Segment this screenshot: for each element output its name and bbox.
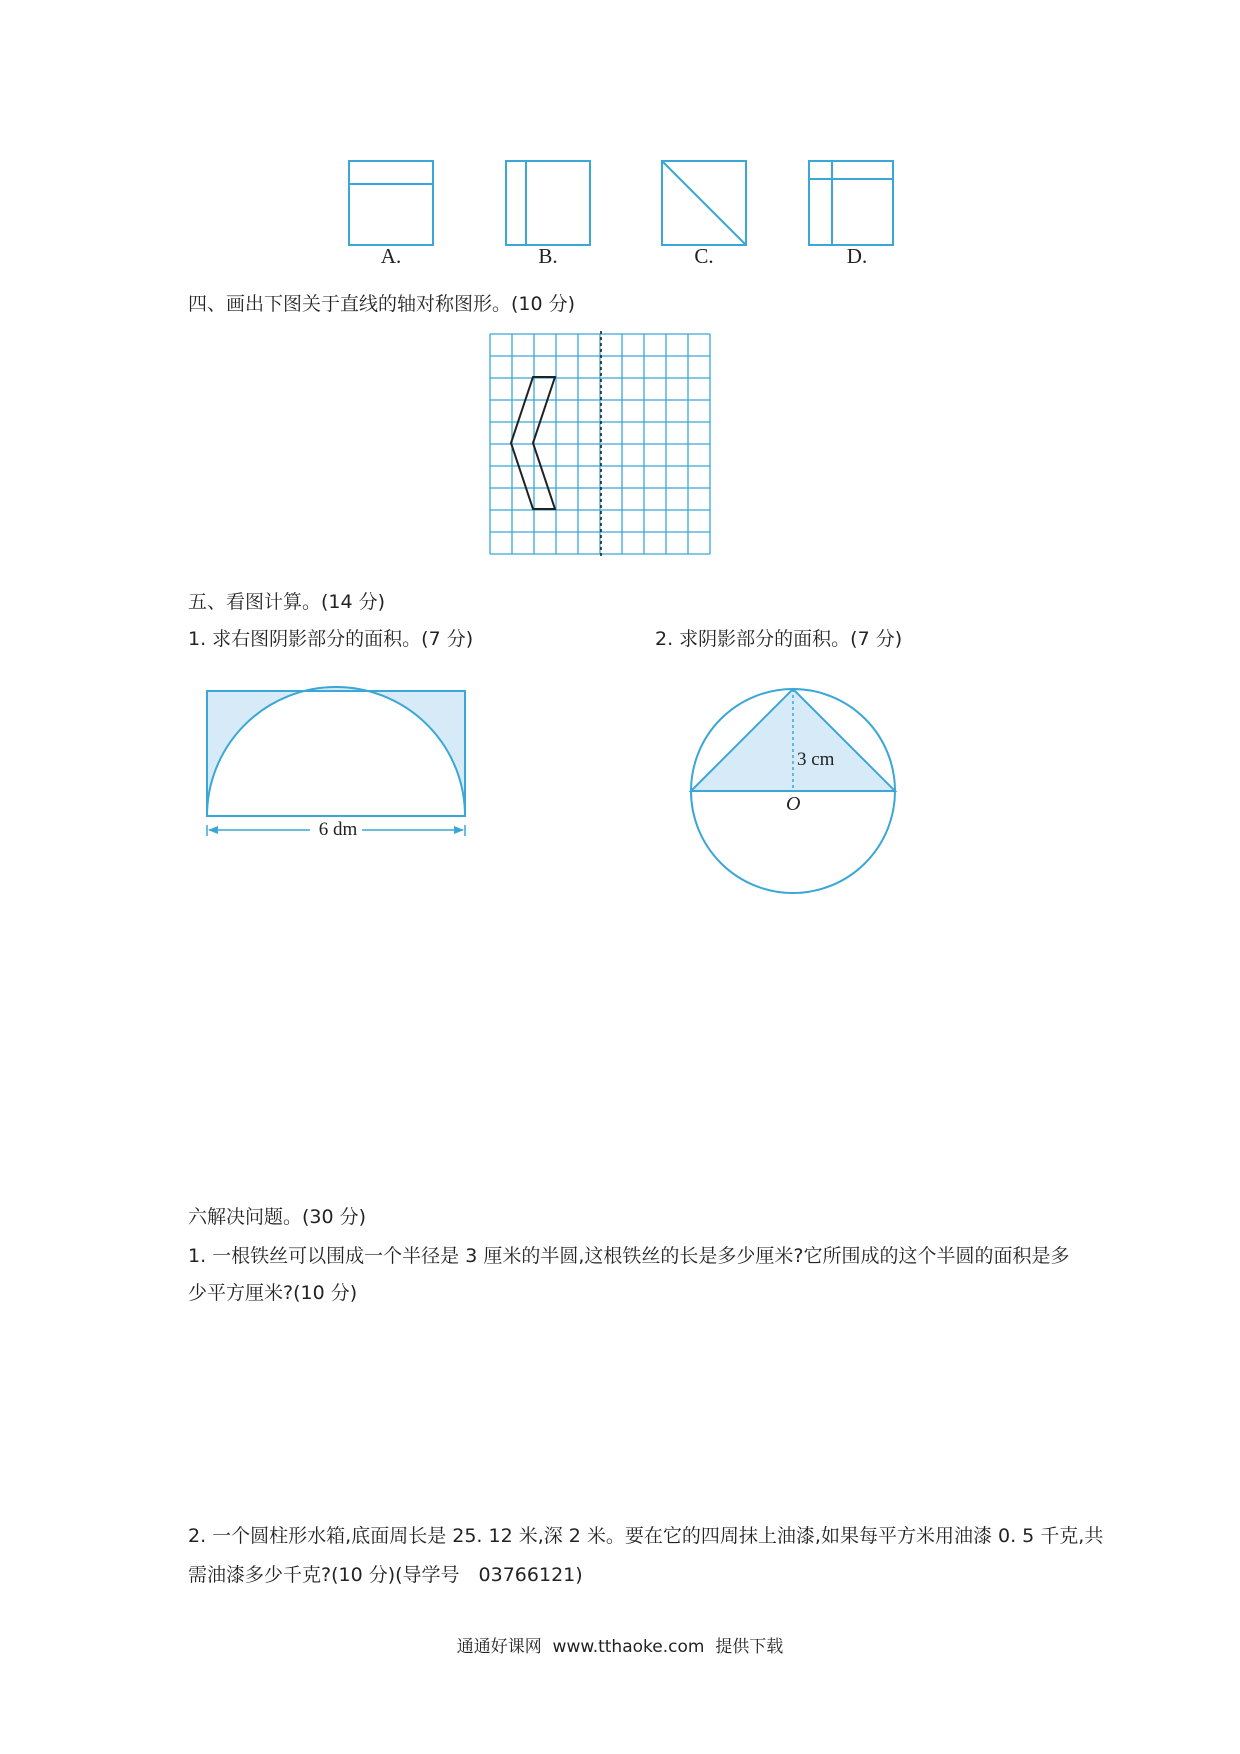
symmetry-grid bbox=[489, 333, 713, 559]
symmetry-shape bbox=[511, 377, 555, 509]
triangle-height-label: 3 cm bbox=[797, 749, 835, 770]
question-5-2: 2. 求阴影部分的面积。(7 分) bbox=[655, 628, 903, 650]
footer-source: 通通好课网 www.tthaoke.com 提供下载 bbox=[456, 1637, 784, 1657]
option-c-figure bbox=[661, 160, 747, 246]
option-d-figure bbox=[808, 160, 894, 246]
question-6-1-line2: 少平方厘米?(10 分) bbox=[188, 1282, 358, 1304]
question-5-1: 1. 求右图阴影部分的面积。(7 分) bbox=[188, 628, 474, 650]
question-6-1-line1: 1. 一根铁丝可以围成一个半径是 3 厘米的半圆,这根铁丝的长是多少厘米?它所围成的这个半圆的面积是多 bbox=[188, 1245, 1070, 1267]
section-5-title: 五、看图计算。(14 分) bbox=[188, 591, 386, 613]
option-a-label: A. bbox=[380, 244, 402, 268]
section-4-title: 四、画出下图关于直线的轴对称图形。(10 分) bbox=[188, 293, 576, 315]
option-b-figure bbox=[505, 160, 591, 246]
semicircle-dimension-label: 6 dm bbox=[318, 819, 358, 840]
option-d-label: D. bbox=[846, 244, 868, 268]
shaded-region bbox=[207, 687, 465, 816]
option-b-label: B. bbox=[538, 244, 558, 268]
option-c-label: C. bbox=[694, 244, 714, 268]
option-a-figure bbox=[348, 160, 434, 246]
section-6-title: 六解决问题。(30 分) bbox=[188, 1206, 367, 1228]
question-6-2-line1: 2. 一个圆柱形水箱,底面周长是 25. 12 米,深 2 米。要在它的四周抹上油漆,如果每平方米用油漆 0. 5 千克,共 bbox=[188, 1525, 1104, 1547]
circle-triangle-figure bbox=[683, 681, 903, 901]
question-6-2-line2: 需油漆多少千克?(10 分)(导学号 03766121) bbox=[188, 1564, 583, 1586]
circle-center-label: O bbox=[786, 793, 801, 815]
